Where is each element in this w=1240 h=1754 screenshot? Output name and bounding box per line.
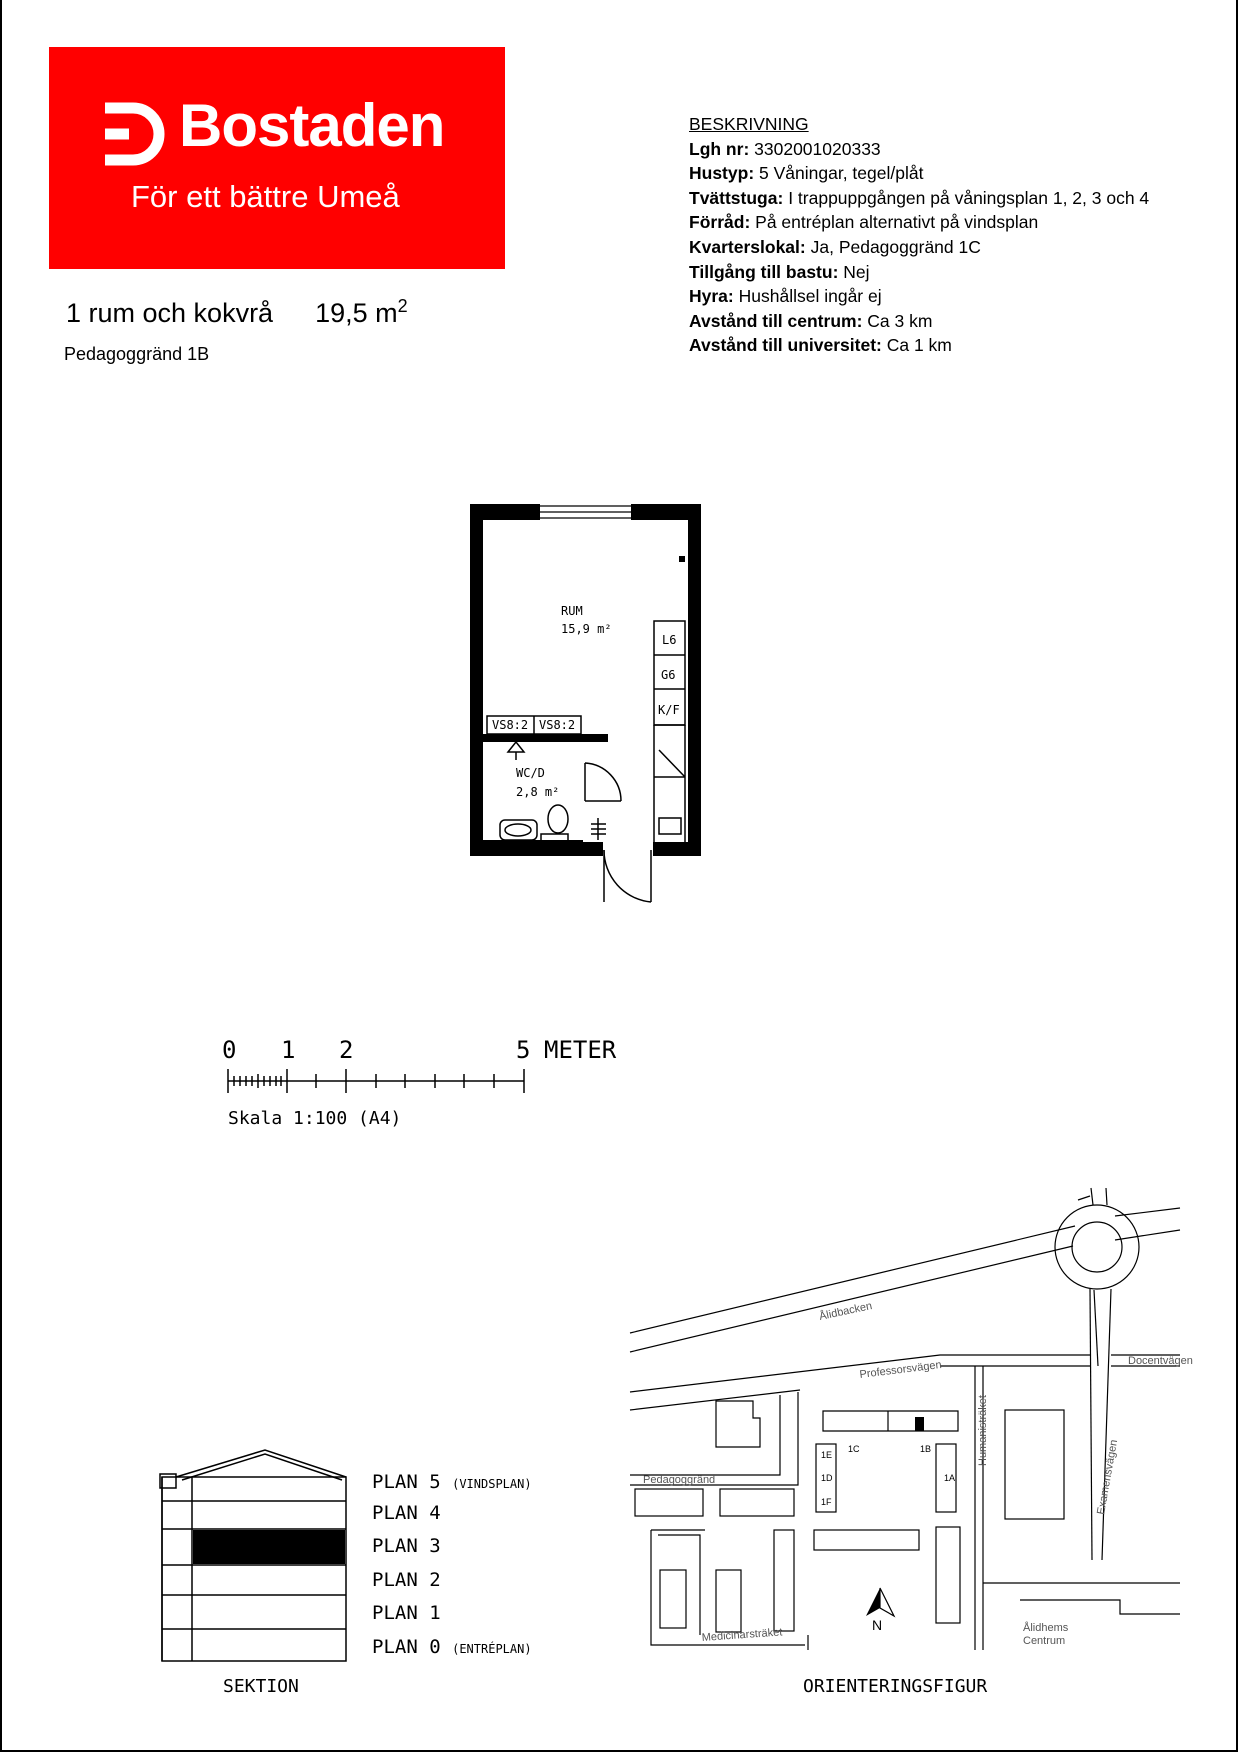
wc-label: WC/D bbox=[516, 766, 545, 780]
scale-caption: Skala 1:100 (A4) bbox=[228, 1108, 402, 1129]
scale-tick-label: 1 bbox=[281, 1036, 296, 1064]
apartment-address: Pedagoggränd 1B bbox=[64, 344, 210, 364]
north-arrow bbox=[866, 1588, 894, 1633]
description-row: Hyra: Hushållsel ingår ej bbox=[689, 286, 882, 307]
building-label: 1F bbox=[821, 1497, 832, 1507]
building-labels bbox=[821, 1444, 955, 1507]
floor-label: PLAN 4 bbox=[372, 1502, 441, 1524]
street-label: Humanisträket bbox=[977, 1395, 989, 1466]
room-area: 15,9 m² bbox=[561, 622, 612, 636]
street-label: Professorsvägen bbox=[858, 1359, 943, 1381]
orientation-map bbox=[630, 1188, 1180, 1650]
scale-tick-label: 5 bbox=[516, 1036, 531, 1064]
floor-plan bbox=[470, 504, 701, 902]
centre-label: Ålidhems bbox=[1023, 1622, 1069, 1634]
wardrobe-label: VS8:2 bbox=[492, 718, 529, 732]
floor-label: PLAN 5 bbox=[372, 1471, 441, 1493]
north-label: N bbox=[872, 1617, 883, 1633]
area-unit-superscript: 2 bbox=[397, 296, 408, 316]
street-label: Ålidbacken bbox=[818, 1300, 874, 1323]
building-label: 1A bbox=[944, 1473, 956, 1483]
wc-area: 2,8 m² bbox=[516, 785, 560, 799]
room-label: RUM bbox=[561, 604, 583, 618]
scale-tick-label: 2 bbox=[339, 1036, 354, 1064]
street-label: Medicinarsträket bbox=[701, 1626, 783, 1644]
building-section bbox=[160, 1450, 532, 1697]
brand-tagline: För ett bättre Umeå bbox=[131, 179, 400, 214]
section-caption: SEKTION bbox=[223, 1676, 299, 1697]
map-caption: ORIENTERINGSFIGUR bbox=[803, 1676, 988, 1697]
floor-label: PLAN 2 bbox=[372, 1569, 441, 1591]
floor-label: PLAN 1 bbox=[372, 1602, 441, 1624]
floor-label: PLAN 0 bbox=[372, 1636, 441, 1658]
scale-tick-label: 0 bbox=[222, 1036, 237, 1064]
kitchen-unit bbox=[654, 621, 685, 842]
window bbox=[540, 506, 631, 518]
description-row: Kvarterslokal: Ja, Pedagoggränd 1C bbox=[689, 236, 981, 257]
description-row: Tvättstuga: I trappuppgången på våningsplan 1, 2, 3 och 4 bbox=[689, 187, 1150, 208]
apartment-type: 1 rum och kokvrå bbox=[66, 298, 274, 328]
current-floor-highlight bbox=[193, 1530, 345, 1564]
description-row: Förråd: På entréplan alternativt på vindsplan bbox=[689, 212, 1039, 233]
cabinet-l6-label: L6 bbox=[662, 633, 677, 647]
scale-unit: METER bbox=[544, 1036, 617, 1064]
centre-label: Centrum bbox=[1023, 1635, 1066, 1647]
current-building-marker bbox=[915, 1417, 924, 1431]
building-label: 1C bbox=[848, 1444, 860, 1454]
map-labels bbox=[643, 1299, 1193, 1647]
scale-bar bbox=[222, 1036, 617, 1129]
description-heading: BESKRIVNING bbox=[689, 114, 809, 134]
building-label: 1D bbox=[821, 1473, 833, 1483]
svg-text:PLAN 0 (ENTRÉPLAN): PLAN 0 (ENTRÉPLAN) bbox=[372, 1636, 532, 1658]
description-row: Avstånd till centrum: Ca 3 km bbox=[689, 310, 933, 331]
cabinet-kf-label: K/F bbox=[658, 703, 680, 717]
street-label: Pedagoggränd bbox=[643, 1474, 716, 1486]
floor-label: PLAN 3 bbox=[372, 1535, 441, 1557]
description-row: Lgh nr: 3302001020333 bbox=[689, 138, 881, 159]
street-label: Examensvägen bbox=[1095, 1438, 1121, 1516]
svg-text:PLAN 5 (VINDSPLAN): PLAN 5 (VINDSPLAN) bbox=[372, 1471, 532, 1493]
description-row: Tillgång till bastu: Nej bbox=[689, 261, 870, 282]
description-row: Avstånd till universitet: Ca 1 km bbox=[689, 335, 952, 356]
street-label: Docentvägen bbox=[1128, 1355, 1193, 1367]
building-label: 1B bbox=[920, 1444, 932, 1454]
building-label: 1E bbox=[821, 1450, 833, 1460]
description-row: Hustyp: 5 Våningar, tegel/plåt bbox=[689, 163, 924, 184]
apartment-area: 19,5 m bbox=[315, 298, 398, 328]
cabinet-g6-label: G6 bbox=[661, 668, 676, 682]
brand-name: Bostaden bbox=[179, 92, 445, 159]
wardrobe-label: VS8:2 bbox=[539, 718, 576, 732]
